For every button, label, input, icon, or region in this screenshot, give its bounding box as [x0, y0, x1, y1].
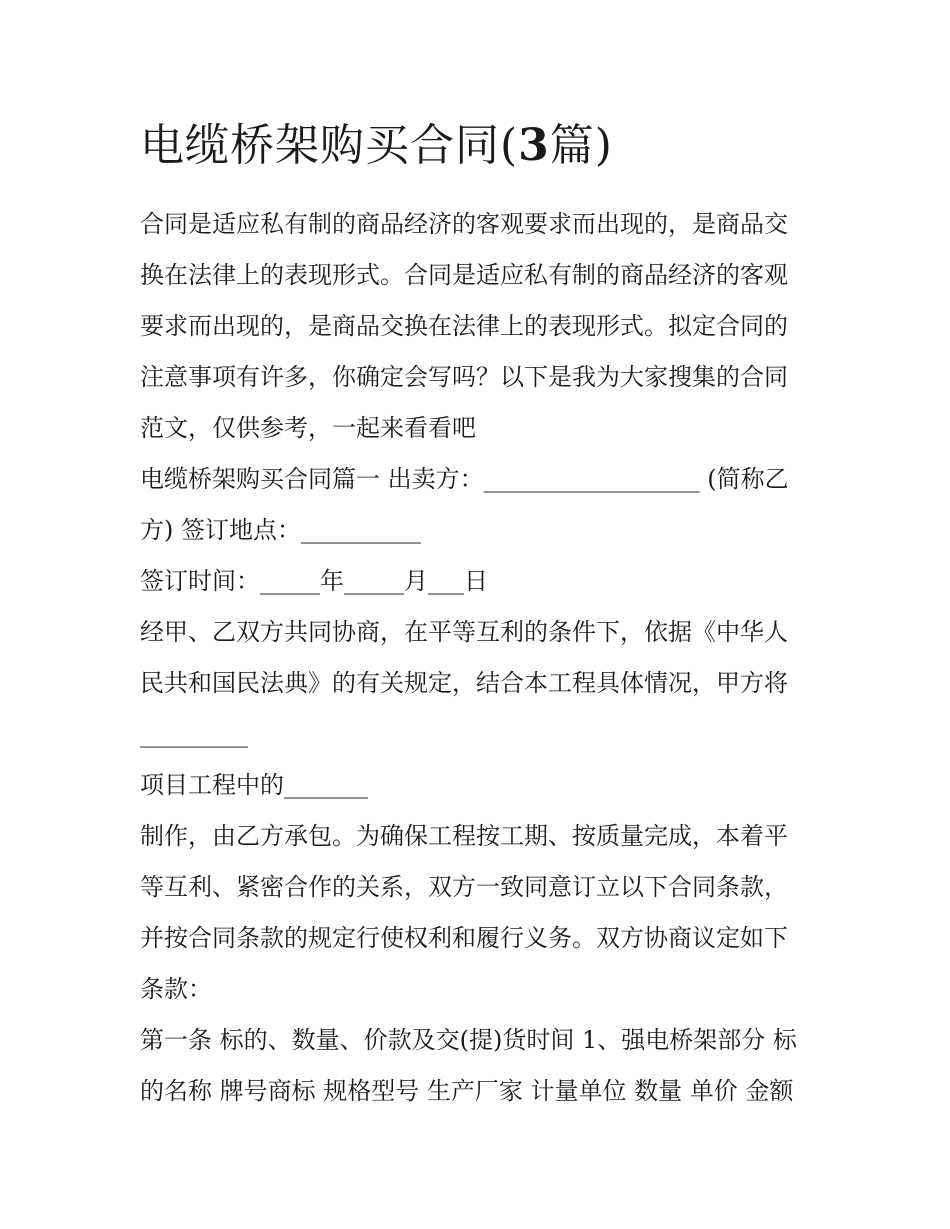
title-count: 3 [518, 120, 550, 171]
text-line: 要求而出现的，是商品交换在法律上的表现形式。拟定合同的 [140, 312, 788, 340]
text-line: 第一条 标的、数量、价款及交(提)货时间 1、强电桥架部分 标 [140, 1026, 797, 1054]
document-title [140, 116, 613, 176]
title-suffix: 篇) [549, 120, 613, 171]
text-line: 签订时间：_____年_____月___日 [140, 567, 488, 595]
text-line: 合同是适应私有制的商品经济的客观要求而出现的，是商品交 [140, 210, 788, 238]
text-line: 条款： [140, 975, 212, 1003]
text-line: 方) 签订地点：__________ [140, 516, 421, 544]
text-line: 换在法律上的表现形式。合同是适应私有制的商品经济的客观 [140, 261, 788, 289]
text-line: 注意事项有许多，你确定会写吗？以下是我为大家搜集的合同 [140, 363, 788, 391]
text-line: 的名称 牌号商标 规格型号 生产厂家 计量单位 数量 单价 金额 [140, 1077, 794, 1105]
text-line: 范文，仅供参考，一起来看看吧 [140, 414, 476, 442]
text-line: _________ [140, 720, 248, 748]
text-line: 并按合同条款的规定行使权利和履行义务。双方协商议定如下 [140, 924, 788, 952]
text-line: 等互利、紧密合作的关系，双方一致同意订立以下合同条款， [140, 873, 788, 901]
text-line: 制作，由乙方承包。为确保工程按工期、按质量完成，本着平 [140, 822, 788, 850]
title-prefix: 电缆桥架购买合同( [140, 120, 519, 171]
text-line: 经甲、乙双方共同协商，在平等互利的条件下，依据《中华人 [140, 618, 788, 646]
text-line: 电缆桥架购买合同篇一 出卖方：__________________ (简称乙 [140, 465, 789, 493]
text-line: 项目工程中的_______ [140, 771, 368, 799]
text-line: 民共和国民法典》的有关规定，结合本工程具体情况，甲方将 [140, 669, 788, 697]
document-body [140, 199, 820, 1117]
